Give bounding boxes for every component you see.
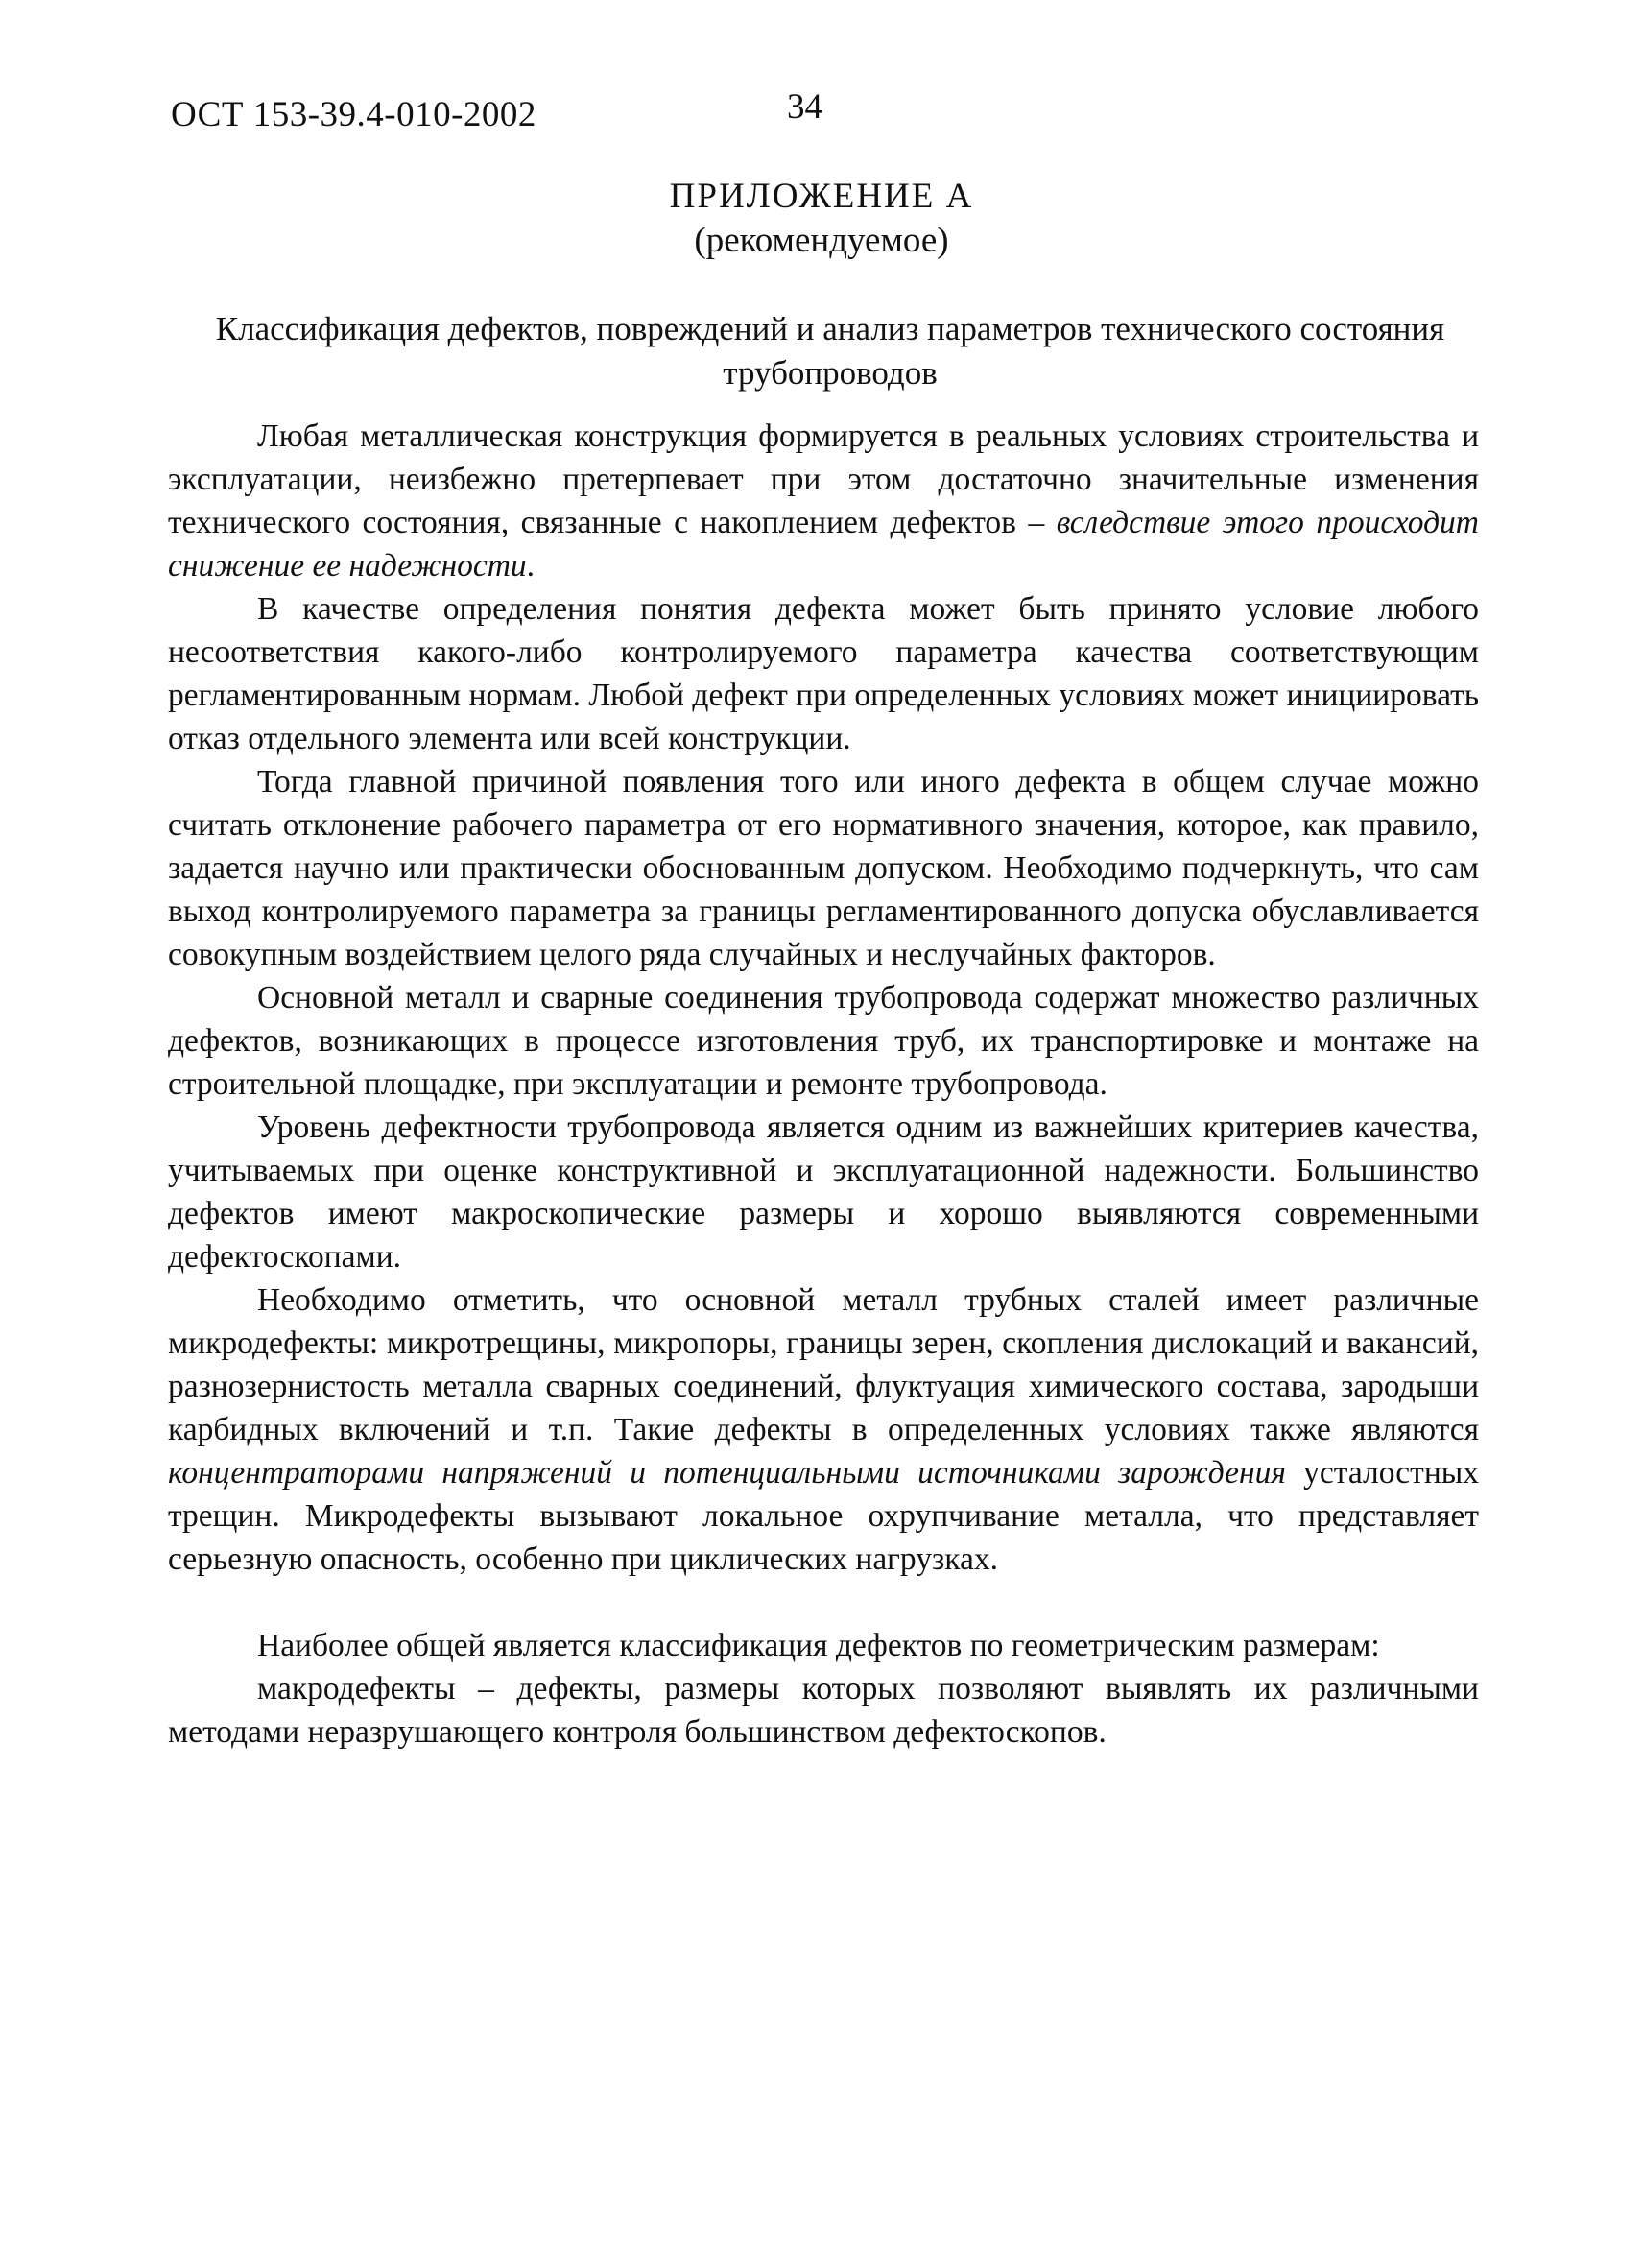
paragraph-text: Любая металлическая конструкция формируется в реальных условиях строительства и эксплуатации, неизбежно претерпевает при этом достаточно значительные изменения технического состояния, связанные с накоплением дефектов – [168, 418, 1479, 540]
paragraph-text: Необходимо отметить, что основной металл трубных сталей имеет различные микродефекты: микротрещины, микропоры, границы зерен, скопления дислокаций и вакансий, разнозернистость металла сварных соединений, флуктуация химического состава, зародыши карбидных включений и т.п. Такие дефекты в определенных условиях также являются [168, 1282, 1479, 1447]
page-number: 34 [787, 87, 822, 127]
paragraph: Уровень дефектности трубопровода является одним из важнейших критериев качества, учитываемых при оценке конструктивной и эксплуатационной надежности. Большинство дефектов имеют макроскопические размеры и хорошо выявляются современными дефектоскопами. [168, 1110, 1479, 1275]
paragraph-text: . [526, 548, 536, 584]
appendix-title: ПРИЛОЖЕНИЕ А [669, 177, 974, 216]
paragraph: Наиболее общей является классификация дефектов по геометрическим размерам: [257, 1628, 1380, 1663]
paragraph-italic-text: концентраторами напряжений и потенциальными источниками зарождения [168, 1455, 1286, 1491]
paragraph: В качестве определения понятия дефекта может быть принято условие любого несоответствия какого-либо контролируемого параметра качества соответствующим регламентированным нормам. Любой дефект при определенных условиях может инициировать отказ отдельного элемента или всей конструкции. [168, 591, 1479, 756]
appendix-subtitle: (рекомендуемое) [694, 221, 949, 260]
paragraph [168, 1278, 1479, 1581]
paragraph-text: усталостных трещин. Микродефекты вызывают локальное охрупчивание металла, что представляет серьезную опасность, особенно при циклических нагрузках. [168, 1455, 1479, 1577]
paragraph [168, 415, 1479, 587]
section-heading: Классификация дефектов, повреждений и анализ параметров технического состояния трубопроводов [215, 310, 1445, 392]
document-code: ОСТ 153-39.4-010-2002 [171, 95, 536, 134]
paragraph: макродефекты – дефекты, размеры которых позволяют выявлять их различными методами неразрушающего контроля большинством дефектоскопов. [168, 1671, 1479, 1750]
paragraph-italic-text: вследствие этого происходит снижение ее надежности [168, 505, 1479, 584]
paragraph: Тогда главной причиной появления того или иного дефекта в общем случае можно считать отклонение рабочего параметра от его нормативного значения, которое, как правило, задается научно или практически обоснованным допуском. Необходимо подчеркнуть, что сам выход контролируемого параметра за границы регламентированного допуска обуславливается совокупным воздействием целого ряда случайных и неслучайных факторов. [168, 764, 1479, 972]
body-text [168, 415, 1479, 1754]
paragraph: Основной металл и сварные соединения трубопровода содержат множество различных дефектов, возникающих в процессе изготовления труб, их транспортировке и монтаже на строительной площадке, при эксплуатации и ремонте трубопровода. [168, 980, 1479, 1102]
